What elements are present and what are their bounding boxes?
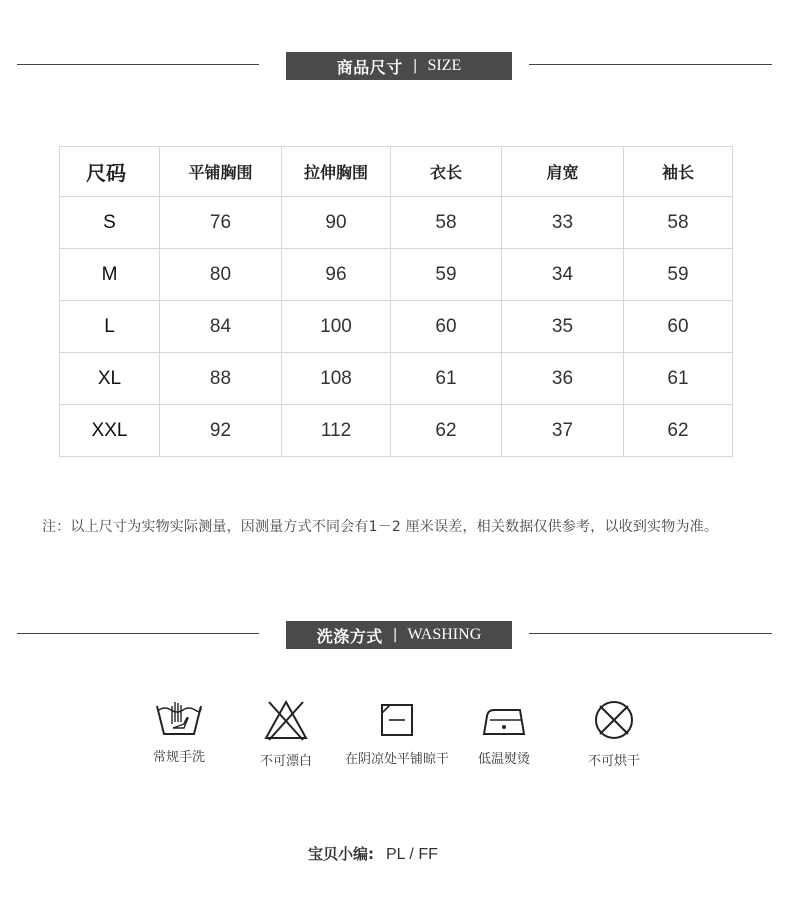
header-stretch-chest: 拉伸胸围 bbox=[282, 147, 391, 197]
table-cell: 61 bbox=[624, 353, 733, 405]
editor-label: 宝贝小编: bbox=[308, 845, 374, 863]
washing-title-separator: | bbox=[392, 627, 398, 643]
table-row bbox=[60, 405, 733, 457]
table-cell: 108 bbox=[282, 353, 391, 405]
washing-banner bbox=[286, 621, 512, 649]
table-cell: 60 bbox=[391, 301, 502, 353]
table-cell: 36 bbox=[502, 353, 624, 405]
table-row bbox=[60, 197, 733, 249]
table-cell: 59 bbox=[391, 249, 502, 301]
do-not-bleach-icon bbox=[263, 698, 309, 742]
table-cell: 84 bbox=[160, 301, 282, 353]
size-banner bbox=[286, 52, 512, 80]
size-cell: M bbox=[60, 249, 160, 301]
size-table-header-row bbox=[60, 147, 733, 197]
header-sleeve: 袖长 bbox=[624, 147, 733, 197]
care-item-no-bleach bbox=[226, 698, 346, 769]
table-cell: 62 bbox=[624, 405, 733, 457]
editor-value: PL / FF bbox=[386, 846, 438, 863]
header-rule-right bbox=[529, 64, 772, 65]
size-cell: XXL bbox=[60, 405, 160, 457]
care-label: 低温熨烫 bbox=[477, 752, 530, 767]
table-cell: 100 bbox=[282, 301, 391, 353]
table-cell: 88 bbox=[160, 353, 282, 405]
care-item-low-iron bbox=[444, 702, 564, 767]
size-cell: S bbox=[60, 197, 160, 249]
table-row bbox=[60, 353, 733, 405]
iron-low-temperature-icon bbox=[480, 702, 528, 740]
editor-line bbox=[308, 843, 438, 864]
table-cell: 59 bbox=[624, 249, 733, 301]
size-section-header bbox=[0, 52, 790, 80]
table-cell: 92 bbox=[160, 405, 282, 457]
care-item-no-tumble-dry bbox=[554, 698, 674, 769]
header-rule-right bbox=[529, 633, 772, 634]
care-label: 不可烘干 bbox=[587, 754, 640, 769]
size-title-en: SIZE bbox=[427, 57, 462, 74]
table-cell: 80 bbox=[160, 249, 282, 301]
table-cell: 35 bbox=[502, 301, 624, 353]
table-row bbox=[60, 301, 733, 353]
care-item-hand-wash bbox=[119, 698, 239, 765]
header-length: 衣长 bbox=[391, 147, 502, 197]
table-cell: 58 bbox=[391, 197, 502, 249]
washing-section-header bbox=[0, 621, 790, 649]
care-label: 在阴凉处平铺晾干 bbox=[344, 752, 449, 767]
table-cell: 61 bbox=[391, 353, 502, 405]
size-title-separator: | bbox=[412, 58, 418, 74]
do-not-tumble-dry-icon bbox=[592, 698, 636, 742]
table-cell: 76 bbox=[160, 197, 282, 249]
washing-title-zh: 洗涤方式 bbox=[316, 626, 383, 646]
table-cell: 90 bbox=[282, 197, 391, 249]
header-shoulder: 肩宽 bbox=[502, 147, 624, 197]
dry-flat-in-shade-icon bbox=[377, 700, 417, 740]
header-rule-left bbox=[17, 64, 259, 65]
header-size: 尺码 bbox=[60, 147, 160, 197]
table-cell: 112 bbox=[282, 405, 391, 457]
care-label: 不可漂白 bbox=[259, 754, 312, 769]
table-cell: 33 bbox=[502, 197, 624, 249]
care-label: 常规手洗 bbox=[152, 750, 205, 765]
size-table bbox=[59, 146, 733, 457]
size-cell: XL bbox=[60, 353, 160, 405]
table-cell: 62 bbox=[391, 405, 502, 457]
table-cell: 96 bbox=[282, 249, 391, 301]
measurement-note: 注：以上尺寸为实物实际测量，因测量方式不同会有1－2 厘米误差，相关数据仅供参考，以收到实物为准。 bbox=[42, 519, 719, 535]
table-cell: 37 bbox=[502, 405, 624, 457]
care-item-dry-flat-shade bbox=[337, 700, 457, 767]
hand-wash-icon bbox=[154, 698, 204, 738]
size-cell: L bbox=[60, 301, 160, 353]
table-row bbox=[60, 249, 733, 301]
header-rule-left bbox=[17, 633, 259, 634]
size-title-zh: 商品尺寸 bbox=[336, 57, 403, 77]
washing-title-en: WASHING bbox=[407, 626, 482, 643]
table-cell: 60 bbox=[624, 301, 733, 353]
table-cell: 58 bbox=[624, 197, 733, 249]
table-cell: 34 bbox=[502, 249, 624, 301]
header-flat-chest: 平铺胸围 bbox=[160, 147, 282, 197]
